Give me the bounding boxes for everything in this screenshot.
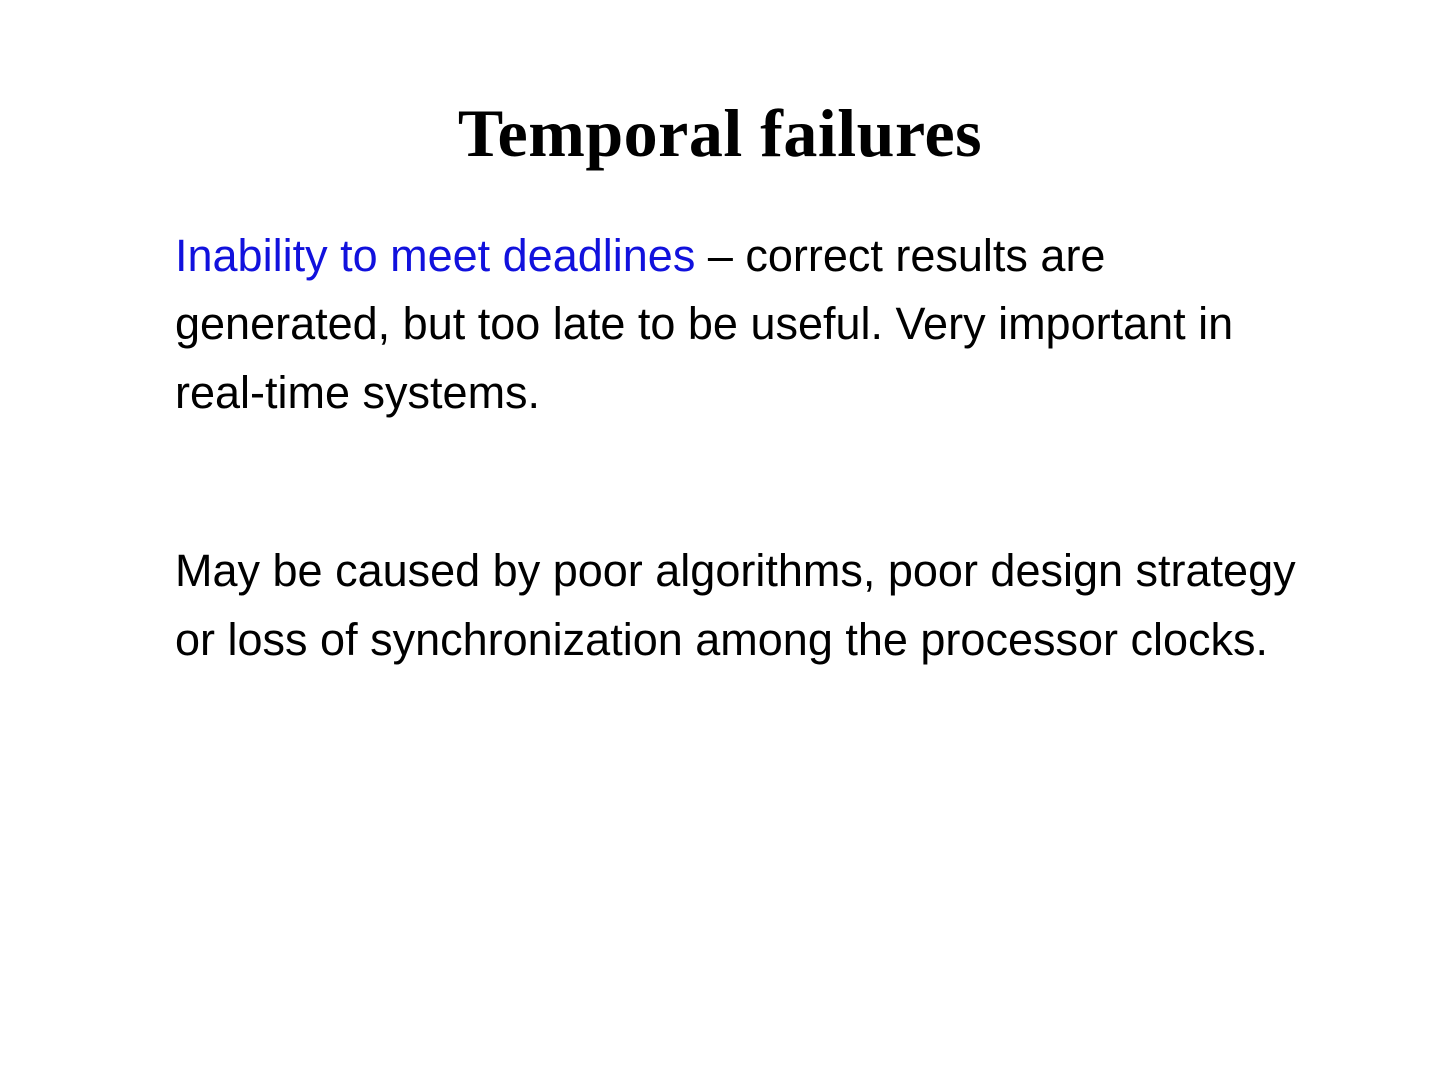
slide-body xyxy=(175,222,1325,674)
paragraph-2-text: May be caused by poor algorithms, poor design strategy or loss of synchronization among the processor clocks. xyxy=(175,545,1296,665)
paragraph-2 xyxy=(175,537,1325,674)
paragraph-1 xyxy=(175,222,1325,427)
page-title: Temporal failures xyxy=(457,94,983,171)
paragraph-1-text: – correct results are generated, but too late to be useful. Very important in real-time systems. xyxy=(175,230,1234,418)
highlighted-term: Inability to meet deadlines xyxy=(175,230,696,281)
